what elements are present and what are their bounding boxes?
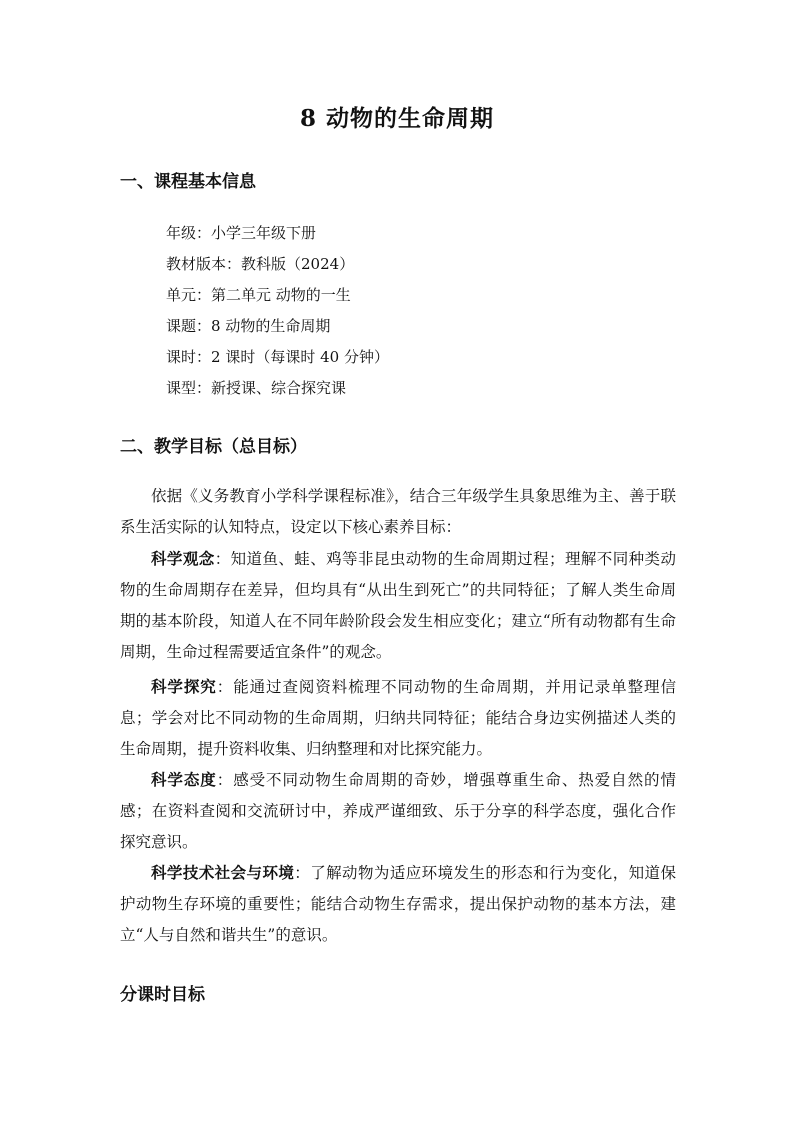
goal-separator: ： xyxy=(216,771,234,789)
document-title: 8 动物的生命周期 xyxy=(299,105,494,132)
info-label: 教材版本： xyxy=(166,255,242,273)
info-value: 教科版（2024） xyxy=(241,255,355,273)
section-heading-lesson-objectives: 分课时目标 xyxy=(120,985,205,1005)
goal-lead: 科学观念 xyxy=(151,549,215,568)
info-label: 单元： xyxy=(166,286,212,304)
info-label: 课型： xyxy=(166,379,212,397)
goal-scientific-concept xyxy=(120,543,676,668)
info-value: 2 课时（每课时 40 分钟） xyxy=(211,348,389,366)
info-value: 新授课、综合探究课 xyxy=(211,379,347,397)
goal-separator: ： xyxy=(294,864,311,882)
info-label: 课题： xyxy=(166,317,212,335)
info-label: 年级： xyxy=(166,224,212,242)
course-info-list xyxy=(166,222,389,408)
info-item-grade xyxy=(166,222,389,253)
section-heading-objectives: 二、教学目标（总目标） xyxy=(120,437,307,457)
goal-scientific-attitude xyxy=(120,764,676,858)
goal-separator: ： xyxy=(214,550,231,568)
goal-text: 了解动物为适应环境发生的形态和行为变化，知道保护动物生存环境的重要性；能结合动物生存需求，提出保护动物的基本方法，建立“人与自然和谐共生”的意识。 xyxy=(120,864,676,944)
info-item-periods xyxy=(166,346,389,377)
goal-lead: 科学探究 xyxy=(151,677,217,696)
info-label: 课时： xyxy=(166,348,212,366)
goal-text: 知道鱼、蛙、鸡等非昆虫动物的生命周期过程；理解不同种类动物的生命周期存在差异，但均具有“从出生到死亡”的共同特征；了解人类生命周期的基本阶段，知道人在不同年龄阶段会发生相应变化；建立“所有动物都有生命周期，生命过程需要适宜条件”的观念。 xyxy=(120,550,676,661)
goal-separator: ： xyxy=(216,678,234,696)
info-value: 小学三年级下册 xyxy=(211,224,317,242)
goal-text: 能通过查阅资料梳理不同动物的生命周期，并用记录单整理信息；学会对比不同动物的生命周期，归纳共同特征；能结合身边实例描述人类的生命周期，提升资料收集、归纳整理和对比探究能力。 xyxy=(120,678,676,758)
goal-stse xyxy=(120,857,676,951)
info-item-unit xyxy=(166,284,389,315)
goal-scientific-inquiry xyxy=(120,671,676,765)
info-item-lesson-type xyxy=(166,377,389,408)
info-item-textbook xyxy=(166,253,389,284)
objectives-intro-paragraph: 依据《义务教育小学科学课程标准》，结合三年级学生具象思维为主、善于联系生活实际的认知特点，设定以下核心素养目标： xyxy=(120,487,676,536)
info-item-topic xyxy=(166,315,389,346)
goal-lead: 科学技术社会与环境 xyxy=(151,863,295,882)
section-heading-basic-info: 一、课程基本信息 xyxy=(120,172,256,192)
goal-text: 感受不同动物生命周期的奇妙，增强尊重生命、热爱自然的情感；在资料查阅和交流研讨中，养成严谨细致、乐于分享的科学态度，强化合作探究意识。 xyxy=(120,771,676,851)
goal-lead: 科学态度 xyxy=(151,770,217,789)
info-value: 第二单元 动物的一生 xyxy=(211,286,351,304)
info-value: 8 动物的生命周期 xyxy=(211,317,331,335)
